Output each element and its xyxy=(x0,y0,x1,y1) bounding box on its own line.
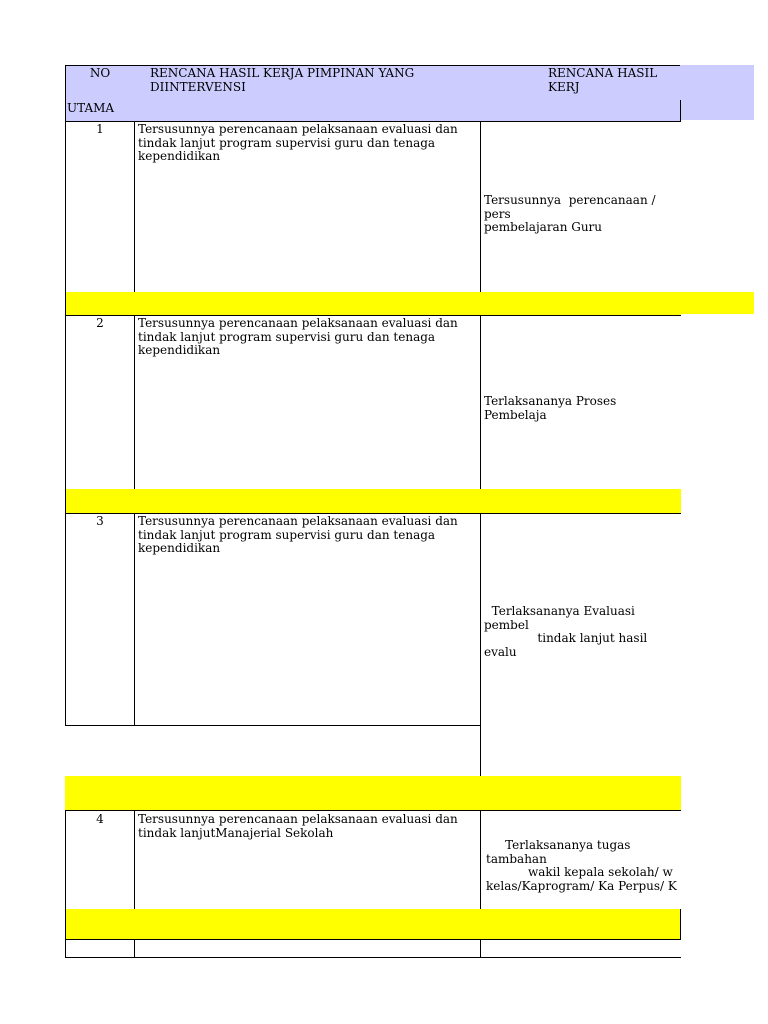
row4-highlight-left xyxy=(65,909,481,940)
row2-highlight-left xyxy=(65,489,481,514)
row3-right-text: Terlaksananya Evaluasi pembel tindak lanjut hasil evalu xyxy=(484,605,648,659)
row4-no: 4 xyxy=(96,812,104,826)
row1-highlight-left xyxy=(134,292,481,316)
row4-left-text: Tersusunnya perencanaan pelaksanaan evaluasi dan tindak lanjutManajerial Sekolah xyxy=(138,812,458,840)
row4-highlight-mid xyxy=(480,909,639,940)
header-no-label: NO xyxy=(89,66,111,80)
row1-no-cell xyxy=(65,121,135,293)
row1-highlight-right xyxy=(480,292,681,316)
row5-no-cell xyxy=(65,939,135,958)
row1-no: 1 xyxy=(96,122,104,136)
row2-no-cell xyxy=(65,315,135,490)
row3-left-text: Tersusunnya perencanaan pelaksanaan evaluasi dan tindak lanjut program supervisi guru dan tenaga kependidikan xyxy=(138,514,458,555)
row1-left-text: Tersusunnya perencanaan pelaksanaan evaluasi dan tindak lanjut program supervisi guru dan tenaga kependidikan xyxy=(138,122,458,163)
row3-spacer-left xyxy=(65,725,481,776)
section-label: UTAMA xyxy=(67,101,115,115)
row2-highlight-right xyxy=(480,489,681,514)
row4-right-text: Terlaksananya tugas tambahan wakil kepala sekolah/ w kelas/Kaprogram/ Ka Perpus/ K xyxy=(486,839,677,893)
row1-highlight-no xyxy=(65,292,135,316)
header-col1-label: RENCANA HASIL KERJA PIMPINAN YANG DIINTERVENSI xyxy=(150,66,415,94)
row5-right-cell xyxy=(480,939,681,958)
row5-left-cell xyxy=(134,939,481,958)
header-col2-label: RENCANA HASIL KERJ xyxy=(548,67,662,94)
row3-no: 3 xyxy=(96,514,104,528)
row1-right-text: Tersusunnya perencanaan / pers pembelajaran Guru xyxy=(484,194,656,234)
row2-left-text: Tersusunnya perencanaan pelaksanaan evaluasi dan tindak lanjut program supervisi guru dan tenaga kependidikan xyxy=(138,316,458,357)
row3-no-cell xyxy=(65,513,135,726)
row3-highlight-left xyxy=(65,776,481,811)
section-row xyxy=(65,100,681,122)
header-col2-overflow xyxy=(680,65,754,120)
row3-highlight-right xyxy=(480,776,681,811)
row2-right-text: Terlaksananya Proses Pembelaja xyxy=(484,395,624,422)
row4-highlight-right xyxy=(638,909,681,940)
row1-highlight-overflow xyxy=(681,292,754,314)
row2-no: 2 xyxy=(96,316,104,330)
